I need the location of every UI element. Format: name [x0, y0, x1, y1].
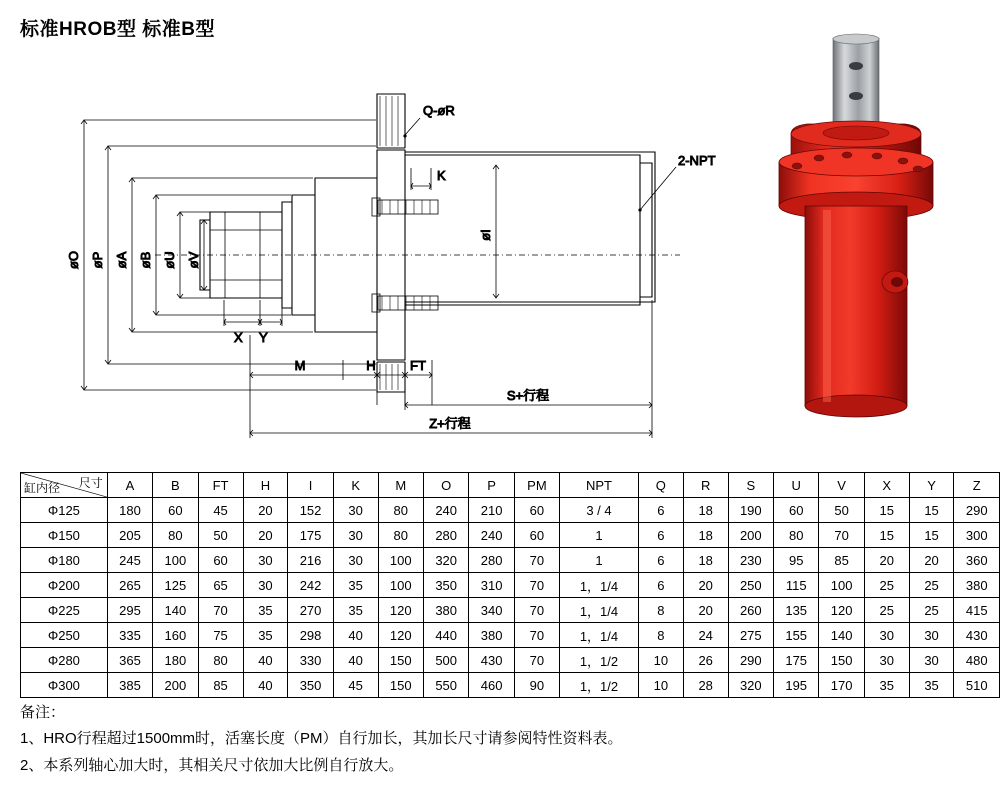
- cell-K: 35: [333, 598, 378, 623]
- cell-X: 25: [864, 598, 909, 623]
- label-phi-p: øP: [90, 251, 105, 269]
- cell-P: 460: [469, 673, 514, 698]
- cell-A: 385: [107, 673, 152, 698]
- corner-size-label: 尺寸: [78, 476, 103, 490]
- cell-PM: 60: [514, 498, 559, 523]
- table-corner-cell: [21, 473, 108, 498]
- cell-U: 80: [774, 523, 819, 548]
- cell-B: 80: [153, 523, 198, 548]
- cell-FT: 50: [198, 523, 243, 548]
- cell-M: 120: [378, 623, 423, 648]
- cell-Q: 6: [638, 523, 683, 548]
- cell-Q: 6: [638, 498, 683, 523]
- cell-bore: Φ150: [21, 523, 108, 548]
- label-ft: FT: [410, 358, 426, 373]
- cell-V: 70: [819, 523, 864, 548]
- cell-FT: 65: [198, 573, 243, 598]
- cell-U: 155: [774, 623, 819, 648]
- cell-O: 240: [423, 498, 468, 523]
- cell-bore: Φ300: [21, 673, 108, 698]
- cell-FT: 70: [198, 598, 243, 623]
- cell-P: 280: [469, 548, 514, 573]
- cell-M: 100: [378, 573, 423, 598]
- label-phi-o: øO: [66, 250, 81, 270]
- cell-Y: 30: [909, 648, 954, 673]
- label-k: K: [437, 168, 446, 183]
- header-U: U: [774, 473, 819, 498]
- cell-O: 280: [423, 523, 468, 548]
- table-row: [21, 623, 1000, 648]
- header-R: R: [683, 473, 728, 498]
- cell-S: 200: [728, 523, 773, 548]
- cell-Z: 415: [954, 598, 1000, 623]
- cell-NPT: 1: [560, 523, 639, 548]
- cell-H: 40: [243, 673, 288, 698]
- cell-NPT: 1，1/4: [560, 623, 639, 648]
- header-H: H: [243, 473, 288, 498]
- cell-I: 330: [288, 648, 333, 673]
- cell-PM: 70: [514, 548, 559, 573]
- header-M: M: [378, 473, 423, 498]
- cell-K: 30: [333, 523, 378, 548]
- label-2-npt: 2-NPT: [678, 153, 716, 168]
- header-PM: PM: [514, 473, 559, 498]
- cell-A: 180: [107, 498, 152, 523]
- cell-X: 35: [864, 673, 909, 698]
- cell-V: 50: [819, 498, 864, 523]
- cell-O: 380: [423, 598, 468, 623]
- cell-FT: 45: [198, 498, 243, 523]
- table-row: [21, 498, 1000, 523]
- cell-I: 152: [288, 498, 333, 523]
- table-row: [21, 598, 1000, 623]
- cell-U: 115: [774, 573, 819, 598]
- cell-R: 28: [683, 673, 728, 698]
- cell-B: 180: [153, 648, 198, 673]
- cell-I: 216: [288, 548, 333, 573]
- cell-PM: 70: [514, 648, 559, 673]
- notes-block: [20, 700, 623, 779]
- cell-H: 35: [243, 623, 288, 648]
- table-row: [21, 673, 1000, 698]
- cell-O: 440: [423, 623, 468, 648]
- note-line-1: 1、HRO行程超过1500mm时，活塞长度（PM）自行加长，其加长尺寸请参阅特性资料表。: [20, 730, 623, 748]
- label-phi-v: øV: [186, 251, 201, 269]
- cell-Q: 8: [638, 598, 683, 623]
- technical-drawing: [60, 60, 720, 450]
- cell-Z: 380: [954, 573, 1000, 598]
- table-row: [21, 648, 1000, 673]
- cell-X: 15: [864, 498, 909, 523]
- cell-A: 365: [107, 648, 152, 673]
- cell-U: 135: [774, 598, 819, 623]
- cell-P: 210: [469, 498, 514, 523]
- cell-Z: 510: [954, 673, 1000, 698]
- cell-V: 140: [819, 623, 864, 648]
- header-O: O: [423, 473, 468, 498]
- cell-H: 30: [243, 573, 288, 598]
- cell-I: 350: [288, 673, 333, 698]
- cell-P: 430: [469, 648, 514, 673]
- cell-Y: 15: [909, 523, 954, 548]
- cell-M: 100: [378, 548, 423, 573]
- cell-M: 150: [378, 673, 423, 698]
- header-P: P: [469, 473, 514, 498]
- cell-K: 40: [333, 623, 378, 648]
- cell-V: 100: [819, 573, 864, 598]
- cell-V: 85: [819, 548, 864, 573]
- table-header-row: [21, 473, 1000, 498]
- cell-Y: 25: [909, 598, 954, 623]
- cell-NPT: 1，1/4: [560, 573, 639, 598]
- cell-R: 20: [683, 598, 728, 623]
- cell-U: 95: [774, 548, 819, 573]
- header-FT: FT: [198, 473, 243, 498]
- cell-X: 15: [864, 523, 909, 548]
- cell-O: 320: [423, 548, 468, 573]
- cell-U: 60: [774, 498, 819, 523]
- header-I: I: [288, 473, 333, 498]
- cell-S: 260: [728, 598, 773, 623]
- cell-V: 150: [819, 648, 864, 673]
- corner-bore-label: 缸内径: [24, 481, 61, 495]
- cell-S: 320: [728, 673, 773, 698]
- header-Y: Y: [909, 473, 954, 498]
- page-title: 标准HROB型 标准B型: [20, 19, 215, 40]
- cell-Y: 35: [909, 673, 954, 698]
- label-q-phi-r: Q-øR: [423, 103, 455, 118]
- cell-I: 175: [288, 523, 333, 548]
- cell-Q: 10: [638, 673, 683, 698]
- header-K: K: [333, 473, 378, 498]
- cell-NPT: 1: [560, 548, 639, 573]
- cell-bore: Φ250: [21, 623, 108, 648]
- table-row: [21, 548, 1000, 573]
- cell-X: 25: [864, 573, 909, 598]
- cell-PM: 70: [514, 598, 559, 623]
- cell-R: 20: [683, 573, 728, 598]
- cell-Y: 30: [909, 623, 954, 648]
- cell-M: 80: [378, 498, 423, 523]
- cell-Q: 10: [638, 648, 683, 673]
- header-NPT: NPT: [560, 473, 639, 498]
- cell-K: 40: [333, 648, 378, 673]
- table-row: [21, 573, 1000, 598]
- cell-K: 35: [333, 573, 378, 598]
- cell-Z: 290: [954, 498, 1000, 523]
- cell-B: 100: [153, 548, 198, 573]
- cell-S: 275: [728, 623, 773, 648]
- cell-X: 30: [864, 648, 909, 673]
- cell-A: 265: [107, 573, 152, 598]
- cell-PM: 60: [514, 523, 559, 548]
- cell-B: 140: [153, 598, 198, 623]
- label-phi-b: øB: [138, 251, 153, 269]
- cell-NPT: 1，1/4: [560, 598, 639, 623]
- cell-Y: 15: [909, 498, 954, 523]
- cell-bore: Φ180: [21, 548, 108, 573]
- cell-R: 18: [683, 548, 728, 573]
- cell-H: 30: [243, 548, 288, 573]
- cell-S: 250: [728, 573, 773, 598]
- header-A: A: [107, 473, 152, 498]
- cell-O: 350: [423, 573, 468, 598]
- cell-bore: Φ125: [21, 498, 108, 523]
- cell-FT: 85: [198, 673, 243, 698]
- product-photo: [735, 30, 980, 450]
- cell-B: 60: [153, 498, 198, 523]
- cell-P: 340: [469, 598, 514, 623]
- cell-R: 18: [683, 498, 728, 523]
- cell-A: 295: [107, 598, 152, 623]
- cell-S: 230: [728, 548, 773, 573]
- cell-FT: 75: [198, 623, 243, 648]
- cell-PM: 70: [514, 573, 559, 598]
- cell-H: 35: [243, 598, 288, 623]
- header-Q: Q: [638, 473, 683, 498]
- table-row: [21, 523, 1000, 548]
- cell-bore: Φ225: [21, 598, 108, 623]
- cell-Y: 20: [909, 548, 954, 573]
- cell-I: 270: [288, 598, 333, 623]
- header-B: B: [153, 473, 198, 498]
- label-y: Y: [259, 330, 268, 345]
- label-m: M: [294, 358, 306, 373]
- cell-I: 298: [288, 623, 333, 648]
- label-phi-a: øA: [114, 251, 129, 269]
- header-X: X: [864, 473, 909, 498]
- cell-FT: 60: [198, 548, 243, 573]
- header-Z: Z: [954, 473, 1000, 498]
- cell-R: 24: [683, 623, 728, 648]
- cell-A: 245: [107, 548, 152, 573]
- cell-B: 125: [153, 573, 198, 598]
- cell-Y: 25: [909, 573, 954, 598]
- cell-S: 290: [728, 648, 773, 673]
- note-line-2: 2、本系列轴心加大时，其相关尺寸依加大比例自行放大。: [20, 756, 404, 774]
- cell-P: 380: [469, 623, 514, 648]
- cell-V: 170: [819, 673, 864, 698]
- cell-PM: 70: [514, 623, 559, 648]
- cell-A: 335: [107, 623, 152, 648]
- cell-H: 20: [243, 523, 288, 548]
- cell-B: 200: [153, 673, 198, 698]
- cell-bore: Φ280: [21, 648, 108, 673]
- cell-FT: 80: [198, 648, 243, 673]
- label-s-stroke: S+行程: [506, 388, 550, 403]
- specification-table: [20, 472, 1000, 698]
- cell-NPT: 1，1/2: [560, 673, 639, 698]
- cell-U: 195: [774, 673, 819, 698]
- cell-H: 20: [243, 498, 288, 523]
- cell-Q: 8: [638, 623, 683, 648]
- cell-B: 160: [153, 623, 198, 648]
- label-phi-i: øI: [478, 229, 493, 241]
- cell-K: 30: [333, 498, 378, 523]
- cell-Z: 430: [954, 623, 1000, 648]
- cell-A: 205: [107, 523, 152, 548]
- cell-S: 190: [728, 498, 773, 523]
- cell-M: 150: [378, 648, 423, 673]
- header-S: S: [728, 473, 773, 498]
- label-x: X: [234, 330, 243, 345]
- cell-NPT: 1，1/2: [560, 648, 639, 673]
- cell-Z: 360: [954, 548, 1000, 573]
- cell-NPT: 3 / 4: [560, 498, 639, 523]
- cell-P: 240: [469, 523, 514, 548]
- label-phi-u: øU: [162, 251, 177, 269]
- cell-M: 80: [378, 523, 423, 548]
- cell-bore: Φ200: [21, 573, 108, 598]
- cell-Q: 6: [638, 548, 683, 573]
- cell-Z: 300: [954, 523, 1000, 548]
- cell-Q: 6: [638, 573, 683, 598]
- cell-H: 40: [243, 648, 288, 673]
- cell-Z: 480: [954, 648, 1000, 673]
- cell-O: 500: [423, 648, 468, 673]
- cell-K: 30: [333, 548, 378, 573]
- cell-K: 45: [333, 673, 378, 698]
- cell-R: 26: [683, 648, 728, 673]
- cell-X: 20: [864, 548, 909, 573]
- cell-I: 242: [288, 573, 333, 598]
- label-h: H: [366, 358, 376, 373]
- label-z-stroke: Z+行程: [429, 416, 471, 431]
- cell-M: 120: [378, 598, 423, 623]
- cell-P: 310: [469, 573, 514, 598]
- cell-V: 120: [819, 598, 864, 623]
- notes-heading: 备注：: [20, 704, 66, 721]
- cell-R: 18: [683, 523, 728, 548]
- cell-PM: 90: [514, 673, 559, 698]
- header-V: V: [819, 473, 864, 498]
- cell-U: 175: [774, 648, 819, 673]
- cell-O: 550: [423, 673, 468, 698]
- cell-X: 30: [864, 623, 909, 648]
